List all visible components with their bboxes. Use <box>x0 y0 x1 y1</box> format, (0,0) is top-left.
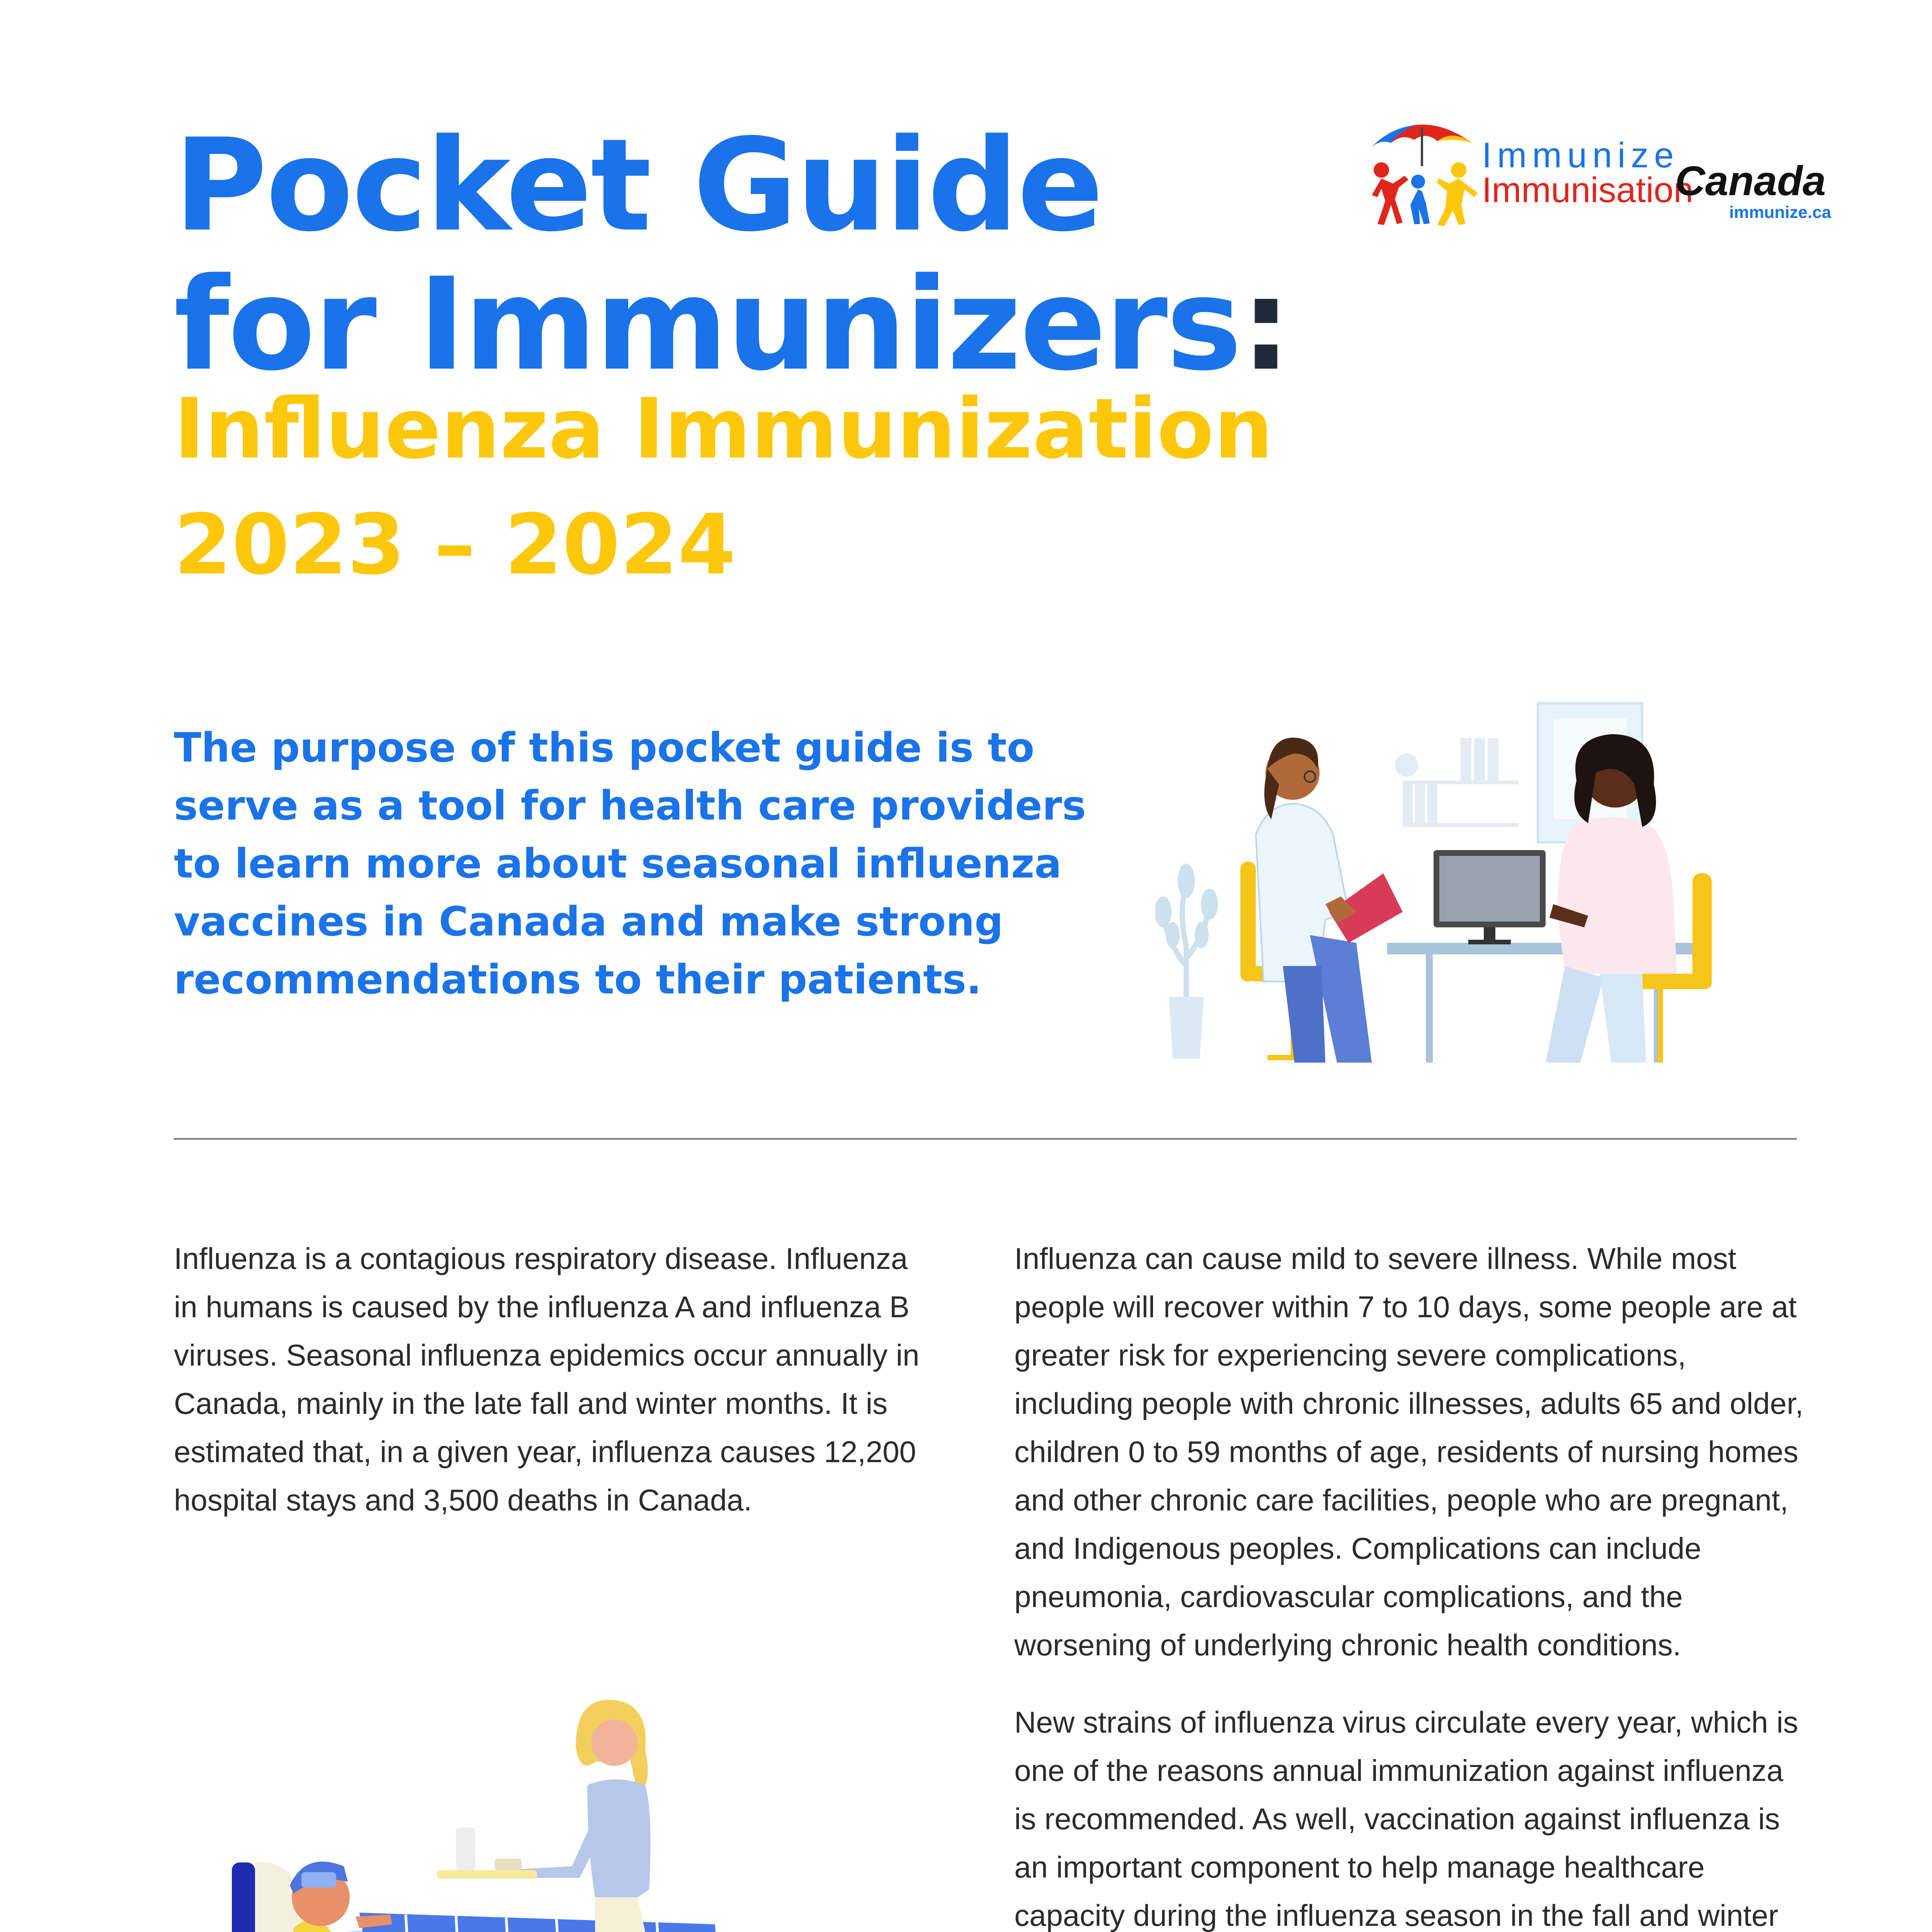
logo-word-immunisation: Immunisation <box>1482 170 1694 210</box>
doctor-patient-illustration-icon <box>1155 696 1758 1063</box>
logo-word-immunize: Immunize <box>1482 136 1679 175</box>
title-colon: : <box>1240 250 1290 399</box>
purpose-statement: The purpose of this pocket guide is to serve as a tool for health care providers to learn more about seasonal influenza vaccines in Canada and make strong recommendations to their patients. <box>174 724 1086 1003</box>
divider-top <box>174 1138 1797 1140</box>
logo-word-canada: Canada <box>1675 157 1826 204</box>
subtitle-line-2: 2023 – 2024 <box>174 496 736 593</box>
subtitle-line-1: Influenza Immunization <box>174 380 1273 477</box>
intro-paragraph-1: Influenza is a contagious respiratory disease. Influenza in humans is caused by the influenza A and influenza B viruses. Seasonal influenza epidemics occur annually in Canada, mainly in the late fall and winter months. It is estimated that, in a given year, influenza causes 12,200 hospital stays and 3,500 deaths in Canada. <box>174 1242 920 1517</box>
immunize-canada-logo-icon <box>1360 112 1488 232</box>
title-line-2-text: for Immunizers <box>174 250 1241 399</box>
risk-paragraph: Influenza can cause mild to severe illness. While most people will recover within 7 to 10 days, some people are at greater risk for experiencing severe complications, including people with chronic illnesses, adults 65 and older, children 0 to 59 months of age, residents of nursing homes and other chronic care facilities, people who are pregnant, and Indigenous peoples. Complications can include pneumonia, cardiovascular complications, and the worsening of underlying chronic health conditions. <box>1014 1242 1804 1662</box>
page-subtitle <box>174 371 1410 603</box>
page-title <box>174 111 1333 399</box>
title-line-1: Pocket Guide <box>174 111 1102 260</box>
strains-paragraph: New strains of influenza virus circulate every year, which is one of the reasons annual immunization against influenza is recommended. As well, vaccination against influenza is an important component to help manage healthcare capacity during the influenza season in the fall and winter <box>1014 1705 1798 1932</box>
intro-column-right <box>1014 1235 1810 1932</box>
sick-child-caregiver-illustration-icon <box>228 1696 808 1932</box>
intro-column-left <box>174 1235 931 1524</box>
logo-url: immunize.ca <box>1729 203 1832 222</box>
